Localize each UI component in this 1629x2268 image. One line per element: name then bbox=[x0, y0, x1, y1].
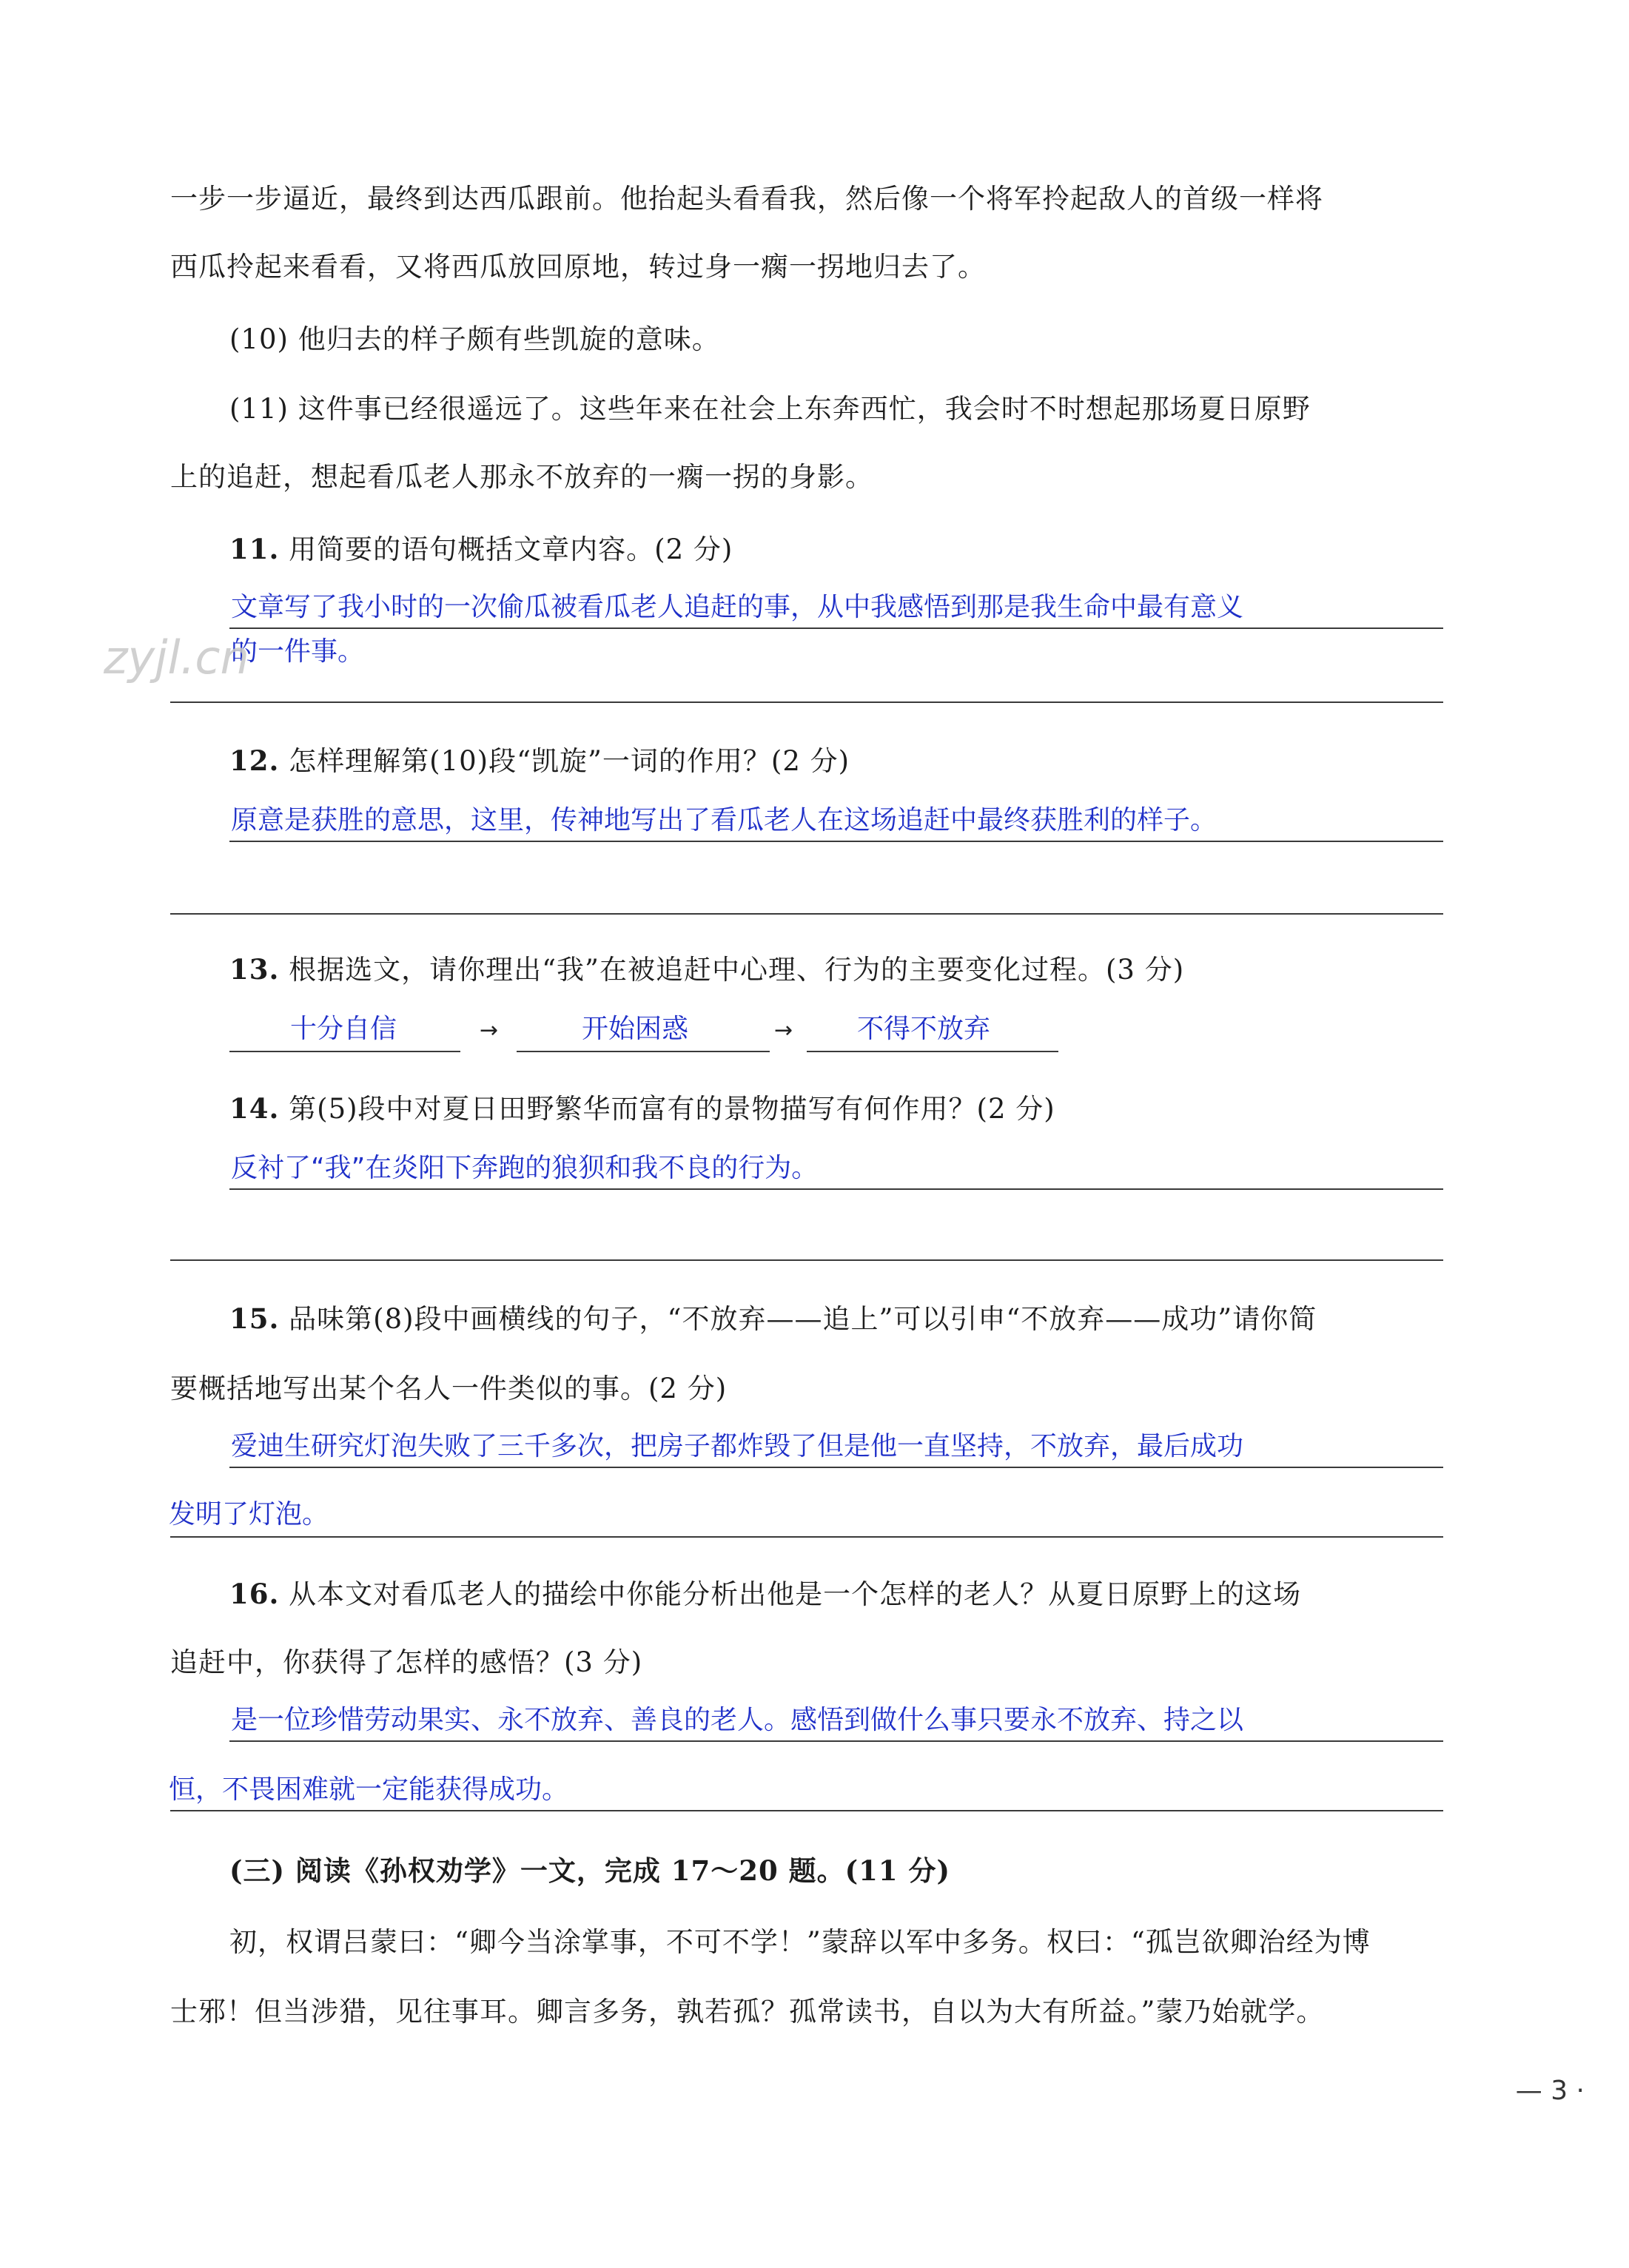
page-number: — 3 · bbox=[1515, 2076, 1585, 2106]
answer-rule bbox=[170, 1536, 1443, 1538]
arrow-icon: → bbox=[774, 1017, 793, 1043]
answer-13-step3: 不得不放弃 bbox=[857, 1014, 991, 1044]
answer-rule bbox=[229, 1188, 1443, 1190]
question-number: 14. bbox=[229, 1092, 280, 1125]
paragraph-10: (10) 他归去的样子颇有些凯旋的意味。 bbox=[229, 323, 720, 355]
answer-15-line1: 爱迪生研究灯泡失败了三千多次，把房子都炸毁了但是他一直坚持，不放弃，最后成功 bbox=[231, 1431, 1244, 1461]
question-number: 16. bbox=[229, 1578, 280, 1610]
question-text: 品味第(8)段中画横线的句子，“不放弃——追上”可以引申“不放弃——成功”请你简 bbox=[289, 1303, 1317, 1335]
passage-line: 西瓜拎起来看看，又将西瓜放回原地，转过身一瘸一拐地归去了。 bbox=[170, 251, 986, 283]
question-number: 13. bbox=[229, 953, 280, 986]
answer-14-line1: 反衬了“我”在炎阳下奔跑的狼狈和我不良的行为。 bbox=[231, 1153, 819, 1183]
classical-text-line: 士邪！但当涉猎，见往事耳。卿言多务，孰若孤？孤常读书，自以为大有所益。”蒙乃始就学。 bbox=[170, 1996, 1325, 2028]
section-heading: (三) 阅读《孙权劝学》一文，完成 17～20 题。(11 分) bbox=[229, 1854, 951, 1887]
answer-rule bbox=[229, 1467, 1443, 1468]
answer-16-line1: 是一位珍惜劳动果实、永不放弃、善良的老人。感悟到做什么事只要永不放弃、持之以 bbox=[231, 1705, 1244, 1735]
question-text: 根据选文，请你理出“我”在被追赶中心理、行为的主要变化过程。(3 分) bbox=[289, 954, 1185, 986]
question-15 bbox=[229, 1296, 1317, 1336]
answer-13-step1: 十分自信 bbox=[290, 1014, 397, 1044]
answer-rule bbox=[229, 1740, 1443, 1742]
answer-11-line1: 文章写了我小时的一次偷瓜被看瓜老人追赶的事，从中我感悟到那是我生命中最有意义 bbox=[231, 592, 1244, 622]
answer-rule bbox=[170, 913, 1443, 915]
answer-12-line1: 原意是获胜的意思，这里，传神地写出了看瓜老人在这场追赶中最终获胜利的样子。 bbox=[231, 805, 1217, 835]
answer-rule bbox=[517, 1051, 770, 1052]
passage-line: 一步一步逼近，最终到达西瓜跟前。他抬起头看看我，然后像一个将军拎起敌人的首级一样将 bbox=[170, 183, 1323, 215]
question-12 bbox=[229, 738, 850, 778]
question-text: 从本文对看瓜老人的描绘中你能分析出他是一个怎样的老人？从夏日原野上的这场 bbox=[289, 1578, 1302, 1610]
arrow-icon: → bbox=[480, 1017, 499, 1043]
answer-13-step2: 开始困惑 bbox=[582, 1014, 689, 1044]
question-number: 15. bbox=[229, 1302, 280, 1335]
watermark: zyjl.cn bbox=[104, 630, 249, 684]
answer-rule bbox=[229, 627, 1443, 629]
passage-line: 上的追赶，想起看瓜老人那永不放弃的一瘸一拐的身影。 bbox=[170, 461, 873, 493]
answer-11-line2: 的一件事。 bbox=[231, 636, 365, 667]
classical-text-line: 初，权谓吕蒙曰：“卿今当涂掌事，不可不学！”蒙辞以军中多务。权曰：“孤岂欲卿治经为博 bbox=[229, 1926, 1371, 1958]
question-16 bbox=[229, 1572, 1301, 1612]
answer-16-line2: 恒，不畏困难就一定能获得成功。 bbox=[169, 1774, 569, 1805]
answer-rule bbox=[170, 1810, 1443, 1811]
answer-rule bbox=[807, 1051, 1058, 1052]
question-text: 怎样理解第(10)段“凯旋”一词的作用？(2 分) bbox=[289, 745, 850, 777]
paragraph-11: (11) 这件事已经很遥远了。这些年来在社会上东奔西忙，我会时不时想起那场夏日原野 bbox=[229, 393, 1311, 425]
answer-rule bbox=[229, 841, 1443, 842]
answer-rule bbox=[229, 1051, 460, 1052]
question-text: 用简要的语句概括文章内容。(2 分) bbox=[289, 534, 733, 565]
question-number: 11. bbox=[229, 533, 280, 565]
question-text: 第(5)段中对夏日田野繁华而富有的景物描写有何作用？(2 分) bbox=[289, 1093, 1055, 1125]
question-11 bbox=[229, 527, 733, 567]
answer-rule bbox=[170, 701, 1443, 703]
question-text-cont: 要概括地写出某个名人一件类似的事。(2 分) bbox=[170, 1373, 728, 1404]
question-13 bbox=[229, 947, 1184, 987]
question-number: 12. bbox=[229, 744, 280, 777]
answer-15-line2: 发明了灯泡。 bbox=[169, 1499, 329, 1530]
question-14 bbox=[229, 1086, 1055, 1126]
answer-rule bbox=[170, 1259, 1443, 1261]
question-text-cont: 追赶中，你获得了怎样的感悟？(3 分) bbox=[170, 1646, 643, 1678]
